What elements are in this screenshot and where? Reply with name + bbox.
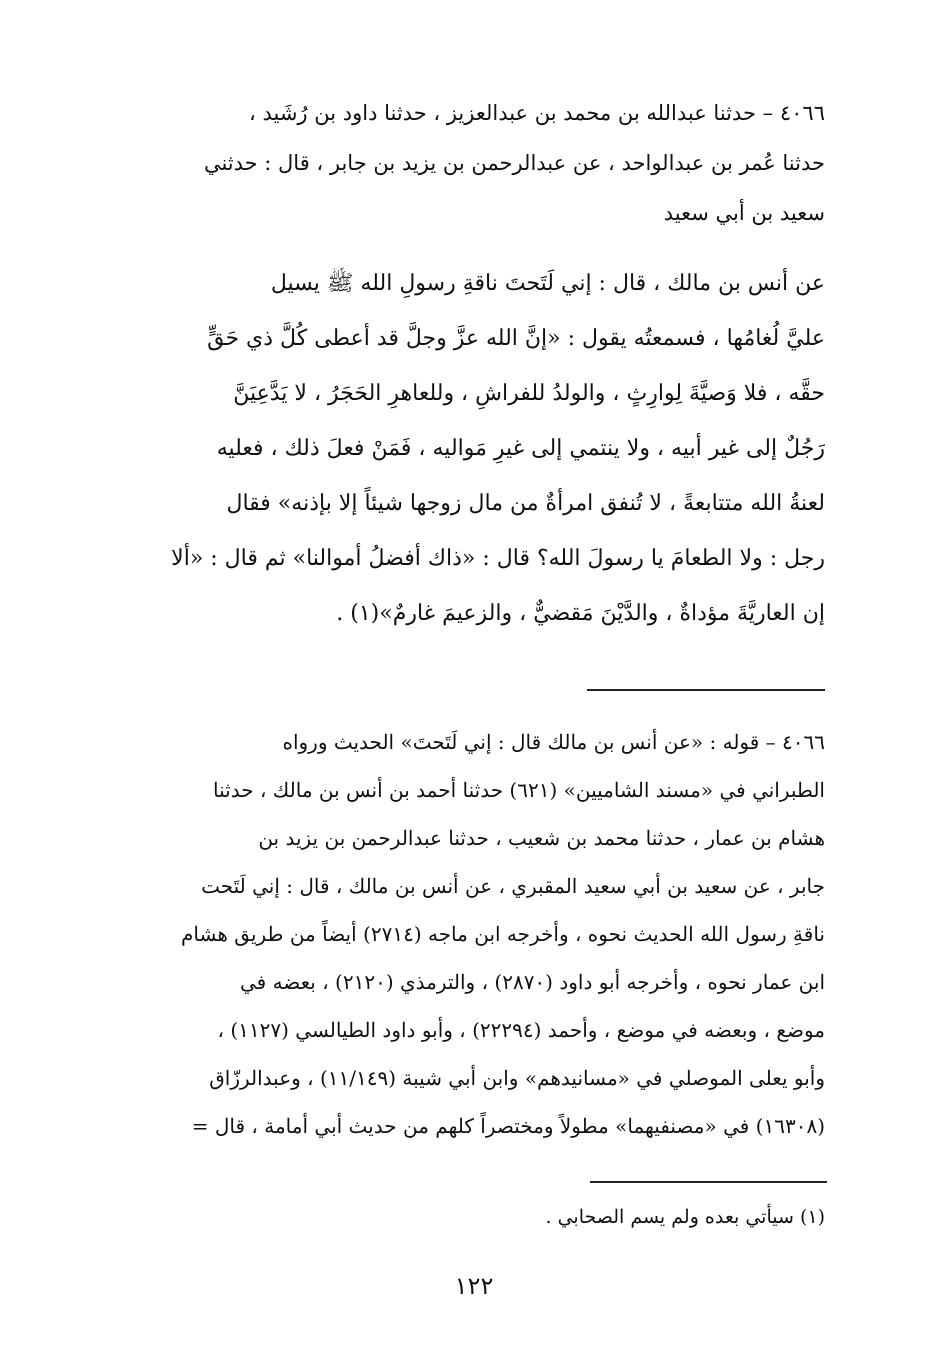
commentary-divider: [587, 689, 825, 691]
commentary-line: جابر ، عن سعيد بن أبي سعيد المقبري ، عن أنس بن مالك ، قال : إني لَتَحت: [201, 874, 825, 898]
isnad-block: [95, 88, 825, 238]
commentary-block: [95, 718, 825, 1150]
hadith-line: رَجُلٌ إلى غير أبيه ، ولا ينتمي إلى غيرِ مَواليه ، فَمَنْ فعلَ ذلك ، فعليه: [216, 436, 825, 461]
hadith-text: [95, 256, 825, 641]
hadith-line: عن أنس بن مالك ، قال : إني لَتَحتَ ناقةِ رسولِ الله ﷺ يسيل: [270, 271, 825, 296]
isnad-line: حدثنا عُمر بن عبدالواحد ، عن عبدالرحمن بن يزيد بن جابر ، قال : حدثني: [203, 151, 825, 175]
commentary-line: الطبراني في «مسند الشاميين» (٦٢١) حدثنا أحمد بن أنس بن مالك ، حدثنا: [213, 778, 825, 802]
footnote: [95, 1200, 825, 1234]
commentary-line: ابن عمار نحوه ، وأخرجه أبو داود (٢٨٧٠) ، والترمذي (٢١٢٠) ، بعضه في: [240, 970, 825, 994]
isnad-line: ٤٠٦٦ – حدثنا عبدالله بن محمد بن عبدالعزيز ، حدثنا داود بن رُشَيد ،: [249, 101, 825, 125]
hadith-line: لعنةُ الله متتابعةً ، لا تُنفق امرأةٌ من مال زوجها شيئاً إلا بإذنه» فقال: [226, 491, 825, 516]
isnad-line: سعيد بن أبي سعيد: [663, 201, 825, 225]
footnote-text: (١) سيأتي بعده ولم يسم الصحابي .: [545, 1206, 825, 1228]
commentary-line: ناقةِ رسول الله الحديث نحوه ، وأخرجه ابن ماجه (٢٧١٤) أيضاً من طريق هشام: [181, 922, 825, 946]
hadith-line: عليَّ لُغامُها ، فسمعتُه يقول : «إنَّ الله عزَّ وجلَّ قد أعطى كُلَّ ذي حَقٍّ: [207, 326, 825, 351]
hadith-line: حقَّه ، فلا وَصيَّةَ لِوارِثٍ ، والولدُ للفراشِ ، وللعاهرِ الحَجَرُ ، لا يَدَّعِيَنَّ: [233, 381, 825, 406]
commentary-line: هشام بن عمار ، حدثنا محمد بن شعيب ، حدثنا عبدالرحمن بن يزيد بن: [258, 826, 825, 850]
commentary-line: وأبو يعلى الموصلي في «مسانيدهم» وابن أبي شيبة (١١/١٤٩) ، وعبدالرزّاق: [209, 1066, 825, 1090]
footnote-divider: [590, 1181, 827, 1183]
commentary-line: (١٦٣٠٨) في «مصنفيهما» مطولاً ومختصراً كلهم من حديث أبي أمامة ، قال =: [191, 1114, 825, 1138]
commentary-line: ٤٠٦٦ – قوله : «عن أنس بن مالك قال : إني لَتَحتَ» الحديث ورواه: [282, 730, 825, 754]
page-number: ١٢٢: [454, 1272, 494, 1300]
hadith-line: رجل : ولا الطعامَ يا رسولَ الله؟ قال : «ذاك أفضلُ أموالنا» ثم قال : «ألا: [171, 546, 825, 571]
commentary-line: موضع ، وبعضه في موضع ، وأحمد (٢٢٢٩٤) ، وأبو داود الطيالسي (١١٢٧) ،: [217, 1018, 825, 1042]
hadith-line: إن العاريَّةَ مؤداةٌ ، والدَّيْنَ مَقضيٌّ ، والزعيمَ غارمٌ»(١) .: [336, 601, 825, 626]
